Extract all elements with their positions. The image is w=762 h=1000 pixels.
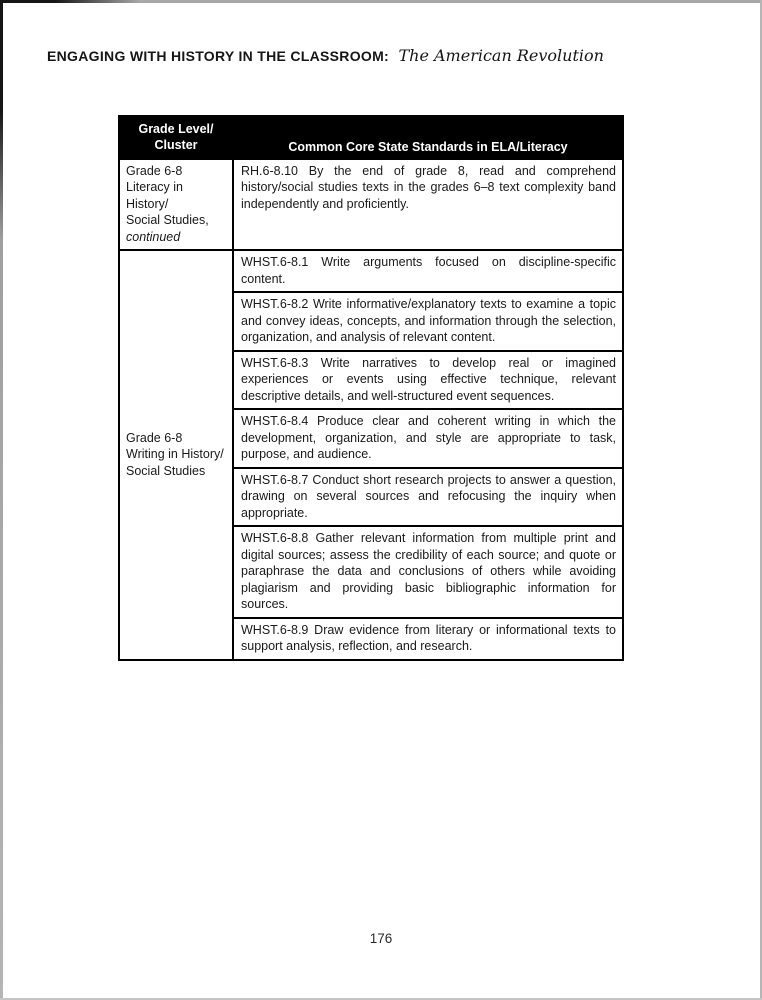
cluster-cell-writing bbox=[119, 250, 233, 660]
table-row bbox=[119, 250, 623, 292]
cluster-line: Grade 6-8 bbox=[126, 163, 183, 178]
standard-cell-whst-6-8-3: WHST.6-8.3 Write narratives to develop real or imagined experiences or events using effective technique, relevant descriptive details, and well-structured event sequences. bbox=[233, 351, 623, 410]
standard-cell-whst-6-8-8: WHST.6-8.8 Gather relevant information from multiple print and digital sources; assess the credibility of each source; and quote or paraphrase the data and conclusions of others while avoiding plagiarism and providing basic bibliographic information for sources. bbox=[233, 526, 623, 618]
book-title: ENGAGING WITH HISTORY IN THE CLASSROOM: bbox=[47, 48, 390, 64]
cluster-cell-literacy bbox=[119, 159, 233, 251]
standard-cell-whst-6-8-4: WHST.6-8.4 Produce clear and coherent writing in which the development, organization, and style are appropriate to task, purpose, and audience. bbox=[233, 409, 623, 468]
table-header-cluster bbox=[119, 116, 233, 159]
standard-cell-whst-6-8-9: WHST.6-8.9 Draw evidence from literary or informational texts to support analysis, reflection, and research. bbox=[233, 618, 623, 660]
standard-cell-rh-6-8-10: RH.6-8.10 By the end of grade 8, read and comprehend history/social studies texts in the grades 6–8 text complexity band independently and proficiently. bbox=[233, 159, 623, 251]
cluster-continued-label: continued bbox=[126, 229, 181, 244]
table-header-standards: Common Core State Standards in ELA/Literacy bbox=[233, 116, 623, 159]
cluster-line: Social Studies bbox=[126, 463, 206, 478]
table-header-row bbox=[119, 116, 623, 159]
table-row bbox=[119, 159, 623, 251]
cluster-line: Literacy in History/ bbox=[126, 180, 183, 211]
page-number: 176 bbox=[369, 931, 393, 946]
table-header-cluster-line2: Cluster bbox=[154, 138, 198, 153]
book-subtitle: The American Revolution bbox=[398, 46, 604, 65]
table-header-cluster-line1: Grade Level/ bbox=[138, 122, 214, 136]
standard-cell-whst-6-8-7: WHST.6-8.7 Conduct short research projects to answer a question, drawing on several sources and refocusing the inquiry when appropriate. bbox=[233, 468, 623, 527]
cluster-line: Social Studies, bbox=[126, 213, 209, 227]
scan-edge-left bbox=[0, 0, 3, 1000]
running-header bbox=[47, 46, 604, 66]
standard-cell-whst-6-8-1: WHST.6-8.1 Write arguments focused on discipline-specific content. bbox=[233, 250, 623, 292]
standards-table bbox=[118, 115, 624, 661]
standard-cell-whst-6-8-2: WHST.6-8.2 Write informative/explanatory texts to examine a topic and convey ideas, concepts, and information through the selection, organization, and analysis of relevant content. bbox=[233, 292, 623, 351]
cluster-line: Writing in History/ bbox=[126, 447, 224, 461]
cluster-line: Grade 6-8 bbox=[126, 430, 183, 445]
scan-edge-top bbox=[0, 0, 762, 3]
